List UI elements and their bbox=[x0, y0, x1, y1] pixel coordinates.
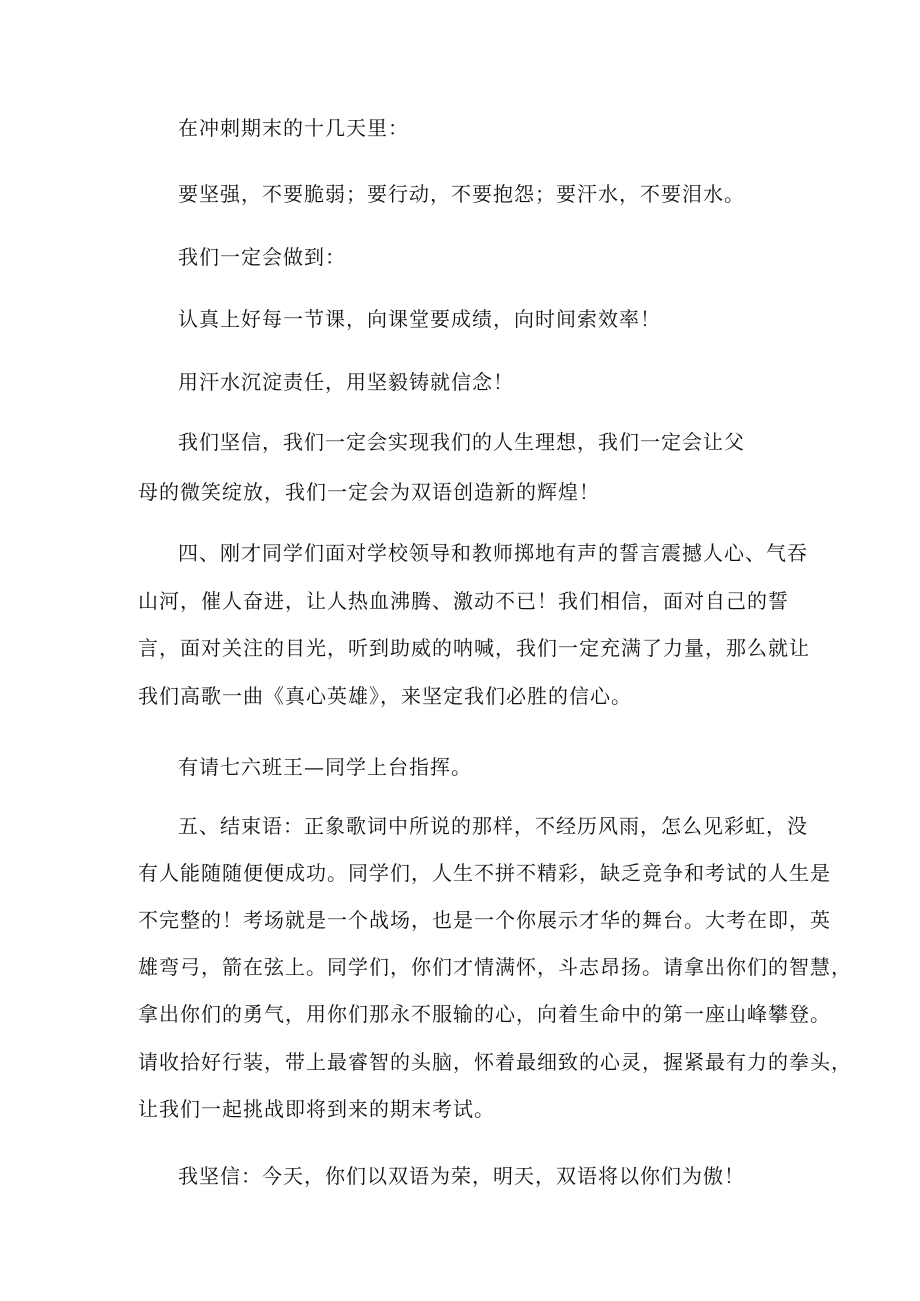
paragraph-line: 认真上好每一节课，向课堂要成绩，向时间索效率！ bbox=[178, 307, 661, 331]
paragraph-line: 让我们一起挑战即将到来的期末考试。 bbox=[138, 1097, 495, 1121]
paragraph-line: 不完整的！考场就是一个战场，也是一个你展示才华的舞台。大考在即，英 bbox=[138, 908, 831, 932]
paragraph-line: 五、结束语：正象歌词中所说的那样，不经历风雨，怎么见彩虹，没 bbox=[178, 814, 808, 838]
paragraph-line: 要坚强，不要脆弱；要行动，不要抱怨；要汗水，不要泪水。 bbox=[178, 182, 745, 206]
paragraph-line: 我们坚信，我们一定会实现我们的人生理想，我们一定会让父 bbox=[178, 430, 745, 454]
paragraph-line: 雄弯弓，箭在弦上。同学们，你们才情满怀，斗志昂扬。请拿出你们的智慧， bbox=[138, 955, 852, 979]
paragraph-line: 有人能随随便便成功。同学们，人生不拼不精彩，缺乏竞争和考试的人生是 bbox=[138, 861, 831, 885]
paragraph-line: 母的微笑绽放，我们一定会为双语创造新的辉煌！ bbox=[138, 480, 600, 504]
paragraph-line: 我们一定会做到： bbox=[178, 245, 346, 269]
paragraph-line: 请收拾好行装，带上最睿智的头脑，怀着最细致的心灵，握紧最有力的拳头， bbox=[138, 1050, 852, 1074]
paragraph-line: 言，面对关注的目光，听到助威的呐喊，我们一定充满了力量，那么就让 bbox=[138, 636, 810, 660]
paragraph-line: 我坚信：今天，你们以双语为荣，明天，双语将以你们为傲！ bbox=[178, 1164, 745, 1188]
paragraph-line: 有请七六班王—同学上台指挥。 bbox=[178, 755, 472, 779]
paragraph-line: 山河，催人奋进，让人热血沸腾、激动不已！我们相信，面对自己的誓 bbox=[138, 589, 789, 613]
paragraph-line: 四、刚才同学们面对学校领导和教师掷地有声的誓言震撼人心、气吞 bbox=[178, 541, 808, 565]
paragraph-line: 拿出你们的勇气，用你们那永不服输的心，向着生命中的第一座山峰攀登。 bbox=[138, 1002, 831, 1026]
paragraph-line: 在冲刺期末的十几天里： bbox=[178, 116, 409, 140]
paragraph-line: 我们高歌一曲《真心英雄》，来坚定我们必胜的信心。 bbox=[138, 684, 632, 708]
paragraph-line: 用汗水沉淀责任，用坚毅铸就信念！ bbox=[178, 370, 514, 394]
